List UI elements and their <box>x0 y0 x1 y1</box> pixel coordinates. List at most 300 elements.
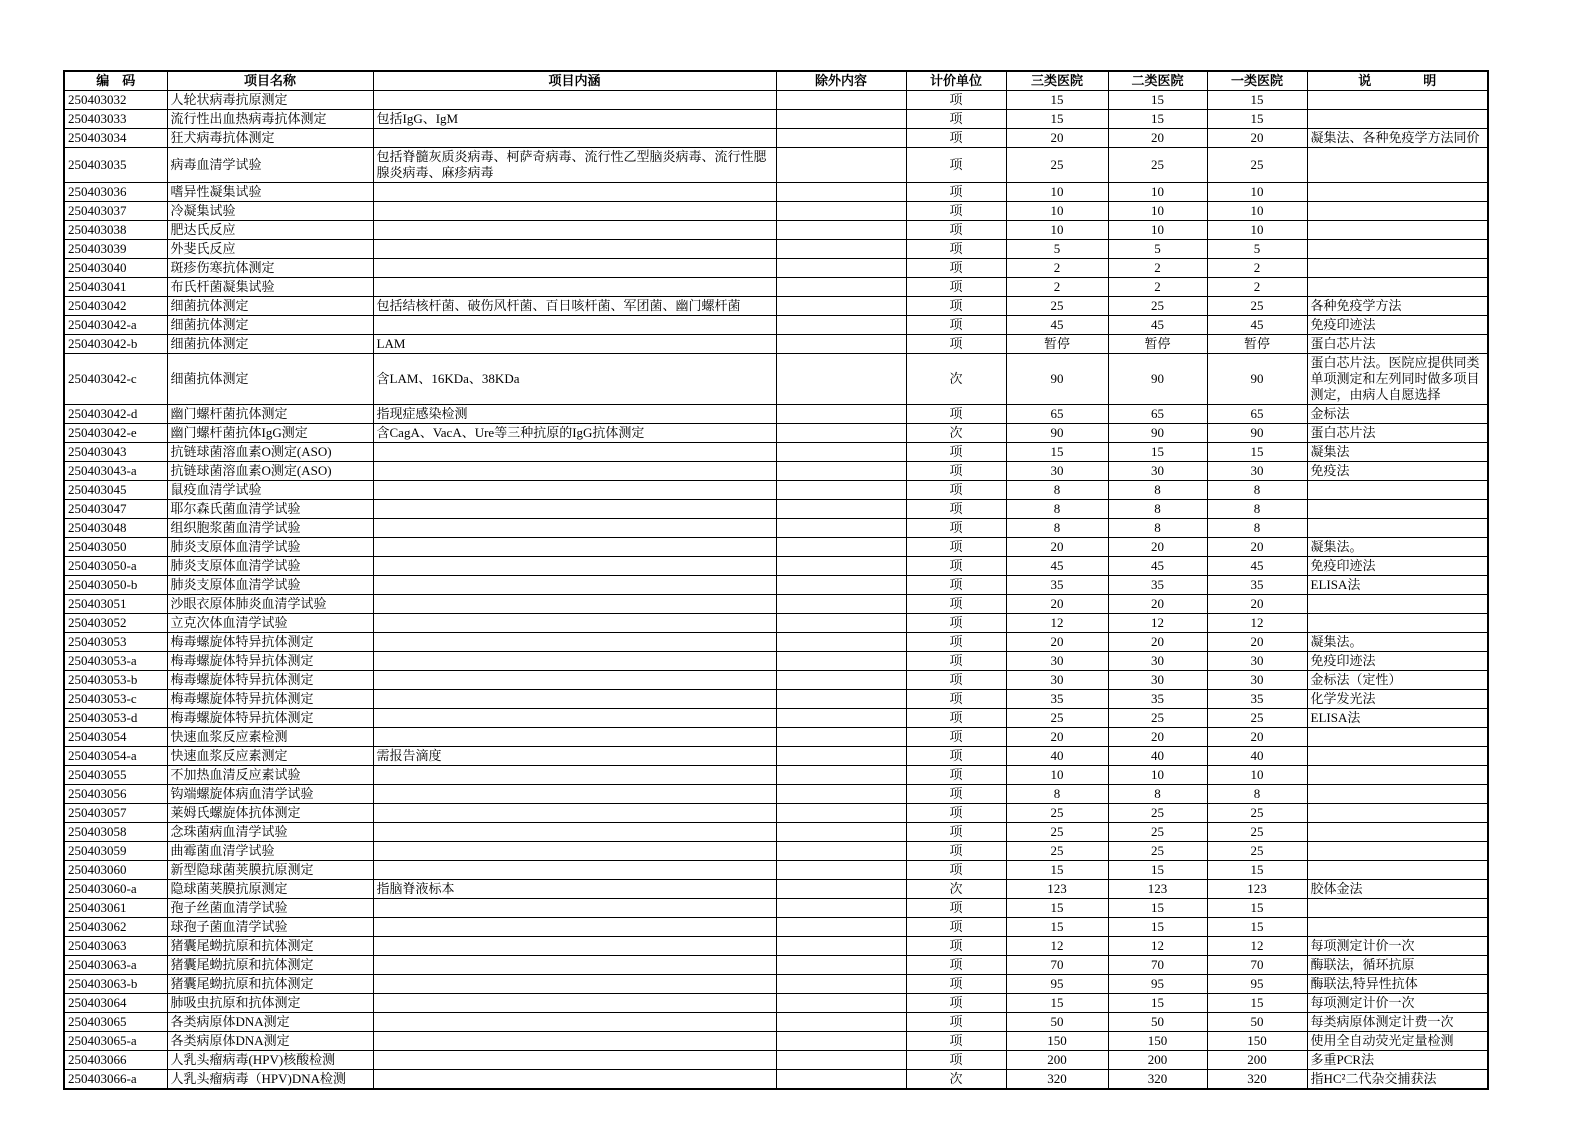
cell-h1: 20 <box>1207 538 1307 557</box>
cell-h3: 25 <box>1006 804 1108 823</box>
column-header-note: 说 明 <box>1307 71 1488 91</box>
cell-unit: 项 <box>906 766 1006 785</box>
cell-excluded <box>776 1070 906 1090</box>
cell-h1: 10 <box>1207 221 1307 240</box>
column-header-name: 项目名称 <box>167 71 373 91</box>
cell-name: 莱姆氏螺旋体抗体测定 <box>167 804 373 823</box>
cell-excluded <box>776 956 906 975</box>
table-row <box>64 183 1488 202</box>
table-row <box>64 709 1488 728</box>
cell-excluded <box>776 595 906 614</box>
cell-h1: 123 <box>1207 880 1307 899</box>
table-row <box>64 842 1488 861</box>
cell-h2: 15 <box>1108 91 1207 110</box>
table-row <box>64 1051 1488 1070</box>
cell-h1: 12 <box>1207 937 1307 956</box>
cell-content <box>373 956 776 975</box>
cell-name: 幽门螺杆菌抗体IgG测定 <box>167 424 373 443</box>
cell-h3: 8 <box>1006 519 1108 538</box>
cell-note <box>1307 861 1488 880</box>
cell-h3: 10 <box>1006 183 1108 202</box>
cell-h3: 25 <box>1006 709 1108 728</box>
cell-h2: 65 <box>1108 405 1207 424</box>
cell-name: 各类病原体DNA测定 <box>167 1013 373 1032</box>
cell-h1: 2 <box>1207 259 1307 278</box>
cell-name: 曲霉菌血清学试验 <box>167 842 373 861</box>
cell-h3: 15 <box>1006 994 1108 1013</box>
cell-unit: 项 <box>906 633 1006 652</box>
cell-content <box>373 709 776 728</box>
cell-note <box>1307 766 1488 785</box>
cell-unit: 项 <box>906 671 1006 690</box>
cell-h1: 30 <box>1207 671 1307 690</box>
cell-excluded <box>776 405 906 424</box>
table-row <box>64 481 1488 500</box>
cell-note <box>1307 823 1488 842</box>
cell-excluded <box>776 335 906 354</box>
document-sheet <box>63 70 1487 1090</box>
table-row <box>64 557 1488 576</box>
cell-code: 250403066-a <box>64 1070 167 1090</box>
cell-name: 球孢子菌血清学试验 <box>167 918 373 937</box>
cell-excluded <box>776 297 906 316</box>
cell-content <box>373 823 776 842</box>
cell-h1: 12 <box>1207 614 1307 633</box>
cell-note <box>1307 500 1488 519</box>
cell-h1: 2 <box>1207 278 1307 297</box>
cell-unit: 项 <box>906 823 1006 842</box>
cell-code: 250403053-b <box>64 671 167 690</box>
cell-h3: 90 <box>1006 424 1108 443</box>
cell-content <box>373 899 776 918</box>
cell-h1: 25 <box>1207 297 1307 316</box>
cell-code: 250403035 <box>64 148 167 183</box>
cell-unit: 项 <box>906 652 1006 671</box>
cell-h1: 20 <box>1207 633 1307 652</box>
cell-content: 包括脊髓灰质炎病毒、柯萨奇病毒、流行性乙型脑炎病毒、流行性腮腺炎病毒、麻疹病毒 <box>373 148 776 183</box>
table-row <box>64 690 1488 709</box>
cell-excluded <box>776 804 906 823</box>
cell-content <box>373 785 776 804</box>
cell-name: 斑疹伤寒抗体测定 <box>167 259 373 278</box>
cell-h3: 15 <box>1006 443 1108 462</box>
cell-content <box>373 975 776 994</box>
cell-unit: 项 <box>906 316 1006 335</box>
cell-h2: 2 <box>1108 259 1207 278</box>
cell-h2: 35 <box>1108 690 1207 709</box>
cell-name: 流行性出血热病毒抗体测定 <box>167 110 373 129</box>
cell-content <box>373 129 776 148</box>
cell-h2: 15 <box>1108 918 1207 937</box>
cell-code: 250403065 <box>64 1013 167 1032</box>
cell-h3: 25 <box>1006 823 1108 842</box>
cell-h3: 15 <box>1006 918 1108 937</box>
table-row <box>64 994 1488 1013</box>
cell-unit: 项 <box>906 861 1006 880</box>
cell-unit: 项 <box>906 202 1006 221</box>
cell-name: 梅毒螺旋体特异抗体测定 <box>167 690 373 709</box>
cell-unit: 项 <box>906 481 1006 500</box>
cell-unit: 项 <box>906 538 1006 557</box>
cell-unit: 项 <box>906 519 1006 538</box>
cell-note <box>1307 918 1488 937</box>
cell-name: 立克次体血清学试验 <box>167 614 373 633</box>
cell-unit: 项 <box>906 462 1006 481</box>
cell-excluded <box>776 538 906 557</box>
cell-h3: 35 <box>1006 576 1108 595</box>
cell-note <box>1307 804 1488 823</box>
cell-unit: 次 <box>906 1070 1006 1090</box>
cell-name: 隐球菌荚膜抗原测定 <box>167 880 373 899</box>
cell-note <box>1307 110 1488 129</box>
cell-h3: 5 <box>1006 240 1108 259</box>
cell-excluded <box>776 202 906 221</box>
table-row <box>64 129 1488 148</box>
cell-excluded <box>776 1013 906 1032</box>
table-row <box>64 766 1488 785</box>
cell-h3: 2 <box>1006 278 1108 297</box>
cell-code: 250403047 <box>64 500 167 519</box>
cell-h2: 15 <box>1108 899 1207 918</box>
cell-content <box>373 202 776 221</box>
cell-h1: 10 <box>1207 202 1307 221</box>
cell-h1: 35 <box>1207 576 1307 595</box>
cell-h1: 320 <box>1207 1070 1307 1090</box>
cell-unit: 次 <box>906 880 1006 899</box>
cell-note: 使用全自动荧光定量检测 <box>1307 1032 1488 1051</box>
cell-content <box>373 316 776 335</box>
cell-h3: 8 <box>1006 785 1108 804</box>
cell-note <box>1307 519 1488 538</box>
cell-unit: 项 <box>906 335 1006 354</box>
table-row <box>64 728 1488 747</box>
cell-name: 布氏杆菌凝集试验 <box>167 278 373 297</box>
cell-content: 指现症感染检测 <box>373 405 776 424</box>
cell-code: 250403054-a <box>64 747 167 766</box>
cell-unit: 项 <box>906 110 1006 129</box>
cell-unit: 项 <box>906 183 1006 202</box>
cell-content <box>373 557 776 576</box>
cell-note: 酶联法，循环抗原 <box>1307 956 1488 975</box>
cell-name: 鼠疫血清学试验 <box>167 481 373 500</box>
cell-content <box>373 519 776 538</box>
cell-content: 包括结核杆菌、破伤风杆菌、百日咳杆菌、军团菌、幽门螺杆菌 <box>373 297 776 316</box>
column-header-class3: 三类医院 <box>1006 71 1108 91</box>
cell-h3: 20 <box>1006 538 1108 557</box>
cell-h1: 暂停 <box>1207 335 1307 354</box>
cell-note: 凝集法、各种免疫学方法同价 <box>1307 129 1488 148</box>
cell-h2: 12 <box>1108 937 1207 956</box>
cell-h2: 15 <box>1108 994 1207 1013</box>
table-row <box>64 335 1488 354</box>
cell-content <box>373 91 776 110</box>
cell-unit: 项 <box>906 614 1006 633</box>
cell-name: 肥达氏反应 <box>167 221 373 240</box>
table-row <box>64 918 1488 937</box>
cell-h1: 50 <box>1207 1013 1307 1032</box>
table-row <box>64 1032 1488 1051</box>
cell-name: 肺炎支原体血清学试验 <box>167 538 373 557</box>
table-row <box>64 316 1488 335</box>
cell-excluded <box>776 148 906 183</box>
cell-content <box>373 278 776 297</box>
cell-h2: 123 <box>1108 880 1207 899</box>
table-row <box>64 259 1488 278</box>
cell-unit: 项 <box>906 690 1006 709</box>
table-row <box>64 576 1488 595</box>
cell-content <box>373 804 776 823</box>
cell-h1: 70 <box>1207 956 1307 975</box>
cell-h1: 8 <box>1207 519 1307 538</box>
cell-excluded <box>776 481 906 500</box>
cell-h2: 200 <box>1108 1051 1207 1070</box>
cell-h3: 90 <box>1006 354 1108 405</box>
cell-excluded <box>776 690 906 709</box>
cell-excluded <box>776 110 906 129</box>
cell-name: 细菌抗体测定 <box>167 354 373 405</box>
cell-excluded <box>776 747 906 766</box>
cell-code: 250403061 <box>64 899 167 918</box>
cell-h3: 20 <box>1006 129 1108 148</box>
cell-h2: 8 <box>1108 500 1207 519</box>
cell-excluded <box>776 240 906 259</box>
table-row <box>64 424 1488 443</box>
cell-name: 快速血浆反应素测定 <box>167 747 373 766</box>
cell-h1: 15 <box>1207 443 1307 462</box>
cell-content <box>373 481 776 500</box>
cell-h2: 20 <box>1108 538 1207 557</box>
cell-h1: 40 <box>1207 747 1307 766</box>
cell-unit: 项 <box>906 557 1006 576</box>
cell-h2: 30 <box>1108 462 1207 481</box>
cell-note: 酶联法,特异性抗体 <box>1307 975 1488 994</box>
cell-unit: 项 <box>906 1032 1006 1051</box>
cell-h2: 10 <box>1108 183 1207 202</box>
column-header-class1: 一类医院 <box>1207 71 1307 91</box>
cell-h2: 12 <box>1108 614 1207 633</box>
cell-h3: 200 <box>1006 1051 1108 1070</box>
cell-code: 250403059 <box>64 842 167 861</box>
cell-unit: 项 <box>906 1013 1006 1032</box>
cell-h1: 20 <box>1207 728 1307 747</box>
cell-name: 猪囊尾蚴抗原和抗体测定 <box>167 975 373 994</box>
cell-excluded <box>776 994 906 1013</box>
cell-unit: 项 <box>906 918 1006 937</box>
cell-h1: 5 <box>1207 240 1307 259</box>
cell-h1: 15 <box>1207 91 1307 110</box>
cell-content <box>373 728 776 747</box>
cell-content: 包括IgG、IgM <box>373 110 776 129</box>
cell-h3: 35 <box>1006 690 1108 709</box>
cell-note: 金标法（定性） <box>1307 671 1488 690</box>
cell-h3: 320 <box>1006 1070 1108 1090</box>
cell-note: ELISA法 <box>1307 576 1488 595</box>
cell-note <box>1307 278 1488 297</box>
cell-unit: 项 <box>906 148 1006 183</box>
cell-note <box>1307 595 1488 614</box>
cell-h1: 95 <box>1207 975 1307 994</box>
cell-code: 250403063-a <box>64 956 167 975</box>
cell-code: 250403033 <box>64 110 167 129</box>
cell-h2: 15 <box>1108 110 1207 129</box>
cell-name: 细菌抗体测定 <box>167 297 373 316</box>
cell-content: 含CagA、VacA、Ure等三种抗原的IgG抗体测定 <box>373 424 776 443</box>
cell-name: 梅毒螺旋体特异抗体测定 <box>167 709 373 728</box>
table-row <box>64 278 1488 297</box>
cell-h1: 90 <box>1207 354 1307 405</box>
cell-note <box>1307 240 1488 259</box>
cell-content <box>373 221 776 240</box>
cell-content <box>373 994 776 1013</box>
cell-unit: 项 <box>906 785 1006 804</box>
cell-name: 不加热血清反应素试验 <box>167 766 373 785</box>
cell-code: 250403039 <box>64 240 167 259</box>
table-row <box>64 1070 1488 1090</box>
cell-h2: 50 <box>1108 1013 1207 1032</box>
cell-excluded <box>776 652 906 671</box>
cell-name: 梅毒螺旋体特异抗体测定 <box>167 633 373 652</box>
cell-h1: 8 <box>1207 481 1307 500</box>
cell-name: 肺吸虫抗原和抗体测定 <box>167 994 373 1013</box>
table-row <box>64 671 1488 690</box>
cell-excluded <box>776 899 906 918</box>
cell-unit: 项 <box>906 405 1006 424</box>
cell-excluded <box>776 728 906 747</box>
cell-code: 250403053 <box>64 633 167 652</box>
table-row <box>64 462 1488 481</box>
cell-h1: 8 <box>1207 500 1307 519</box>
cell-h2: 8 <box>1108 519 1207 538</box>
cell-code: 250403066 <box>64 1051 167 1070</box>
cell-name: 猪囊尾蚴抗原和抗体测定 <box>167 956 373 975</box>
cell-name: 外斐氏反应 <box>167 240 373 259</box>
cell-excluded <box>776 785 906 804</box>
cell-h3: 20 <box>1006 633 1108 652</box>
cell-note <box>1307 899 1488 918</box>
cell-note: 多重PCR法 <box>1307 1051 1488 1070</box>
cell-note: 免疫印迹法 <box>1307 316 1488 335</box>
cell-excluded <box>776 557 906 576</box>
cell-excluded <box>776 1032 906 1051</box>
cell-unit: 项 <box>906 937 1006 956</box>
cell-h2: 15 <box>1108 443 1207 462</box>
cell-code: 250403042-e <box>64 424 167 443</box>
cell-excluded <box>776 709 906 728</box>
cell-content <box>373 1032 776 1051</box>
cell-unit: 次 <box>906 424 1006 443</box>
table-row <box>64 975 1488 994</box>
table-row <box>64 110 1488 129</box>
cell-note <box>1307 747 1488 766</box>
cell-h3: 10 <box>1006 221 1108 240</box>
cell-unit: 项 <box>906 1051 1006 1070</box>
cell-h3: 20 <box>1006 728 1108 747</box>
table-row <box>64 519 1488 538</box>
cell-h3: 15 <box>1006 899 1108 918</box>
cell-h3: 8 <box>1006 500 1108 519</box>
table-row <box>64 1013 1488 1032</box>
cell-note: 化学发光法 <box>1307 690 1488 709</box>
cell-h3: 15 <box>1006 861 1108 880</box>
cell-note <box>1307 481 1488 500</box>
cell-name: 抗链球菌溶血素O测定(ASO) <box>167 462 373 481</box>
cell-content: 含LAM、16KDa、38KDa <box>373 354 776 405</box>
cell-unit: 项 <box>906 956 1006 975</box>
cell-content: 指脑脊液标本 <box>373 880 776 899</box>
cell-note <box>1307 221 1488 240</box>
cell-name: 病毒血清学试验 <box>167 148 373 183</box>
cell-h2: 暂停 <box>1108 335 1207 354</box>
cell-unit: 项 <box>906 91 1006 110</box>
cell-h2: 35 <box>1108 576 1207 595</box>
cell-h3: 65 <box>1006 405 1108 424</box>
cell-h1: 25 <box>1207 842 1307 861</box>
cell-note: 各种免疫学方法 <box>1307 297 1488 316</box>
cell-note: 指HC²二代杂交捕获法 <box>1307 1070 1488 1090</box>
cell-h3: 45 <box>1006 316 1108 335</box>
table-row <box>64 91 1488 110</box>
cell-code: 250403043-a <box>64 462 167 481</box>
cell-code: 250403063 <box>64 937 167 956</box>
cell-content <box>373 690 776 709</box>
cell-note: 免疫印迹法 <box>1307 557 1488 576</box>
cell-h3: 150 <box>1006 1032 1108 1051</box>
cell-excluded <box>776 424 906 443</box>
cell-excluded <box>776 91 906 110</box>
cell-code: 250403065-a <box>64 1032 167 1051</box>
cell-name: 狂犬病毒抗体测定 <box>167 129 373 148</box>
cell-name: 人乳头瘤病毒(HPV)核酸检测 <box>167 1051 373 1070</box>
cell-h2: 25 <box>1108 823 1207 842</box>
cell-code: 250403052 <box>64 614 167 633</box>
cell-code: 250403042 <box>64 297 167 316</box>
cell-h3: 20 <box>1006 595 1108 614</box>
cell-content <box>373 766 776 785</box>
cell-code: 250403034 <box>64 129 167 148</box>
cell-unit: 项 <box>906 240 1006 259</box>
cell-h1: 150 <box>1207 1032 1307 1051</box>
cell-content <box>373 259 776 278</box>
cell-note <box>1307 728 1488 747</box>
cell-content <box>373 652 776 671</box>
cell-excluded <box>776 259 906 278</box>
cell-code: 250403064 <box>64 994 167 1013</box>
cell-h1: 25 <box>1207 709 1307 728</box>
cell-content: LAM <box>373 335 776 354</box>
cell-excluded <box>776 183 906 202</box>
cell-name: 念珠菌病血清学试验 <box>167 823 373 842</box>
cell-unit: 项 <box>906 129 1006 148</box>
cell-code: 250403063-b <box>64 975 167 994</box>
cell-content <box>373 842 776 861</box>
cell-h1: 10 <box>1207 766 1307 785</box>
cell-unit: 次 <box>906 354 1006 405</box>
cell-code: 250403042-b <box>64 335 167 354</box>
cell-h1: 10 <box>1207 183 1307 202</box>
cell-unit: 项 <box>906 994 1006 1013</box>
cell-h2: 320 <box>1108 1070 1207 1090</box>
cell-note: 胶体金法 <box>1307 880 1488 899</box>
cell-code: 250403048 <box>64 519 167 538</box>
cell-h3: 12 <box>1006 937 1108 956</box>
table-row <box>64 500 1488 519</box>
cell-h1: 25 <box>1207 804 1307 823</box>
cell-note <box>1307 91 1488 110</box>
cell-excluded <box>776 443 906 462</box>
cell-h3: 30 <box>1006 671 1108 690</box>
table-row <box>64 804 1488 823</box>
cell-name: 组织胞浆菌血清学试验 <box>167 519 373 538</box>
